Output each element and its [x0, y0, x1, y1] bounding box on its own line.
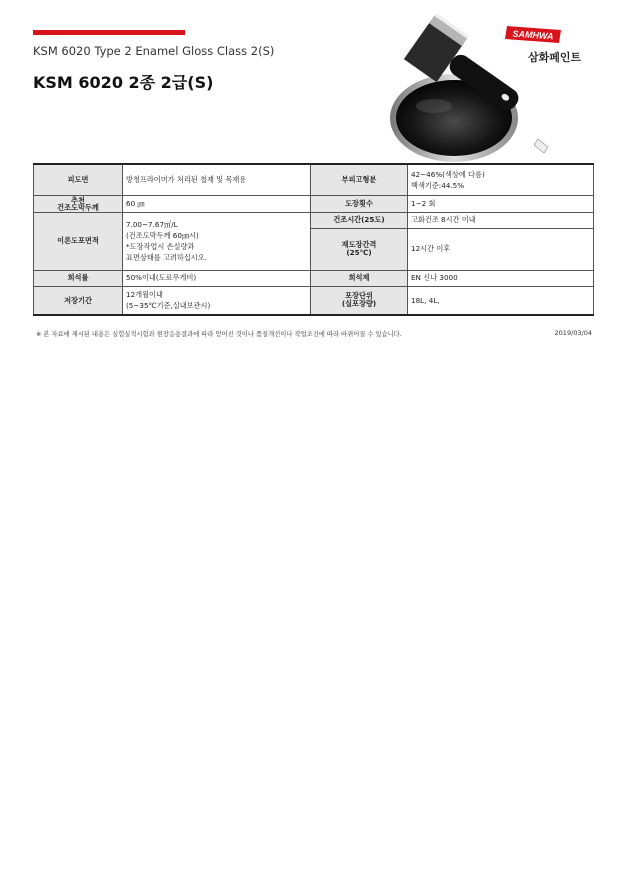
table-row: [34, 286, 594, 315]
table-row: [34, 270, 594, 286]
table-row: [34, 195, 594, 212]
dilution-value: 50%이내(도료무게비): [123, 270, 311, 286]
document-subtitle: KSM 6020 Type 2 Enamel Gloss Class 2(S): [33, 44, 275, 58]
dry-time-label: 건조시간(25도): [311, 212, 408, 228]
packing-label-line: (실포장량): [341, 299, 377, 309]
solids-value-line: 42~46%(색상에 다름): [411, 169, 485, 179]
storage-value-line: (5~35℃기준,실내보관시): [126, 301, 211, 311]
document-date: 2019/03/04: [554, 329, 592, 337]
storage-value-line: 12개월이내: [126, 290, 163, 300]
packing-label: [311, 286, 408, 315]
coverage-value-line: 7.00~7.67㎡/L: [126, 220, 178, 229]
disclaimer-note: ※ 본 자료에 제시된 내용은 실험실적시험과 현장응용결과에 따라 얻어진 것이나 품질개선이나 작업조건에 따라 바뀌어질 수 있습니다.: [36, 331, 402, 338]
recoat-label-line: (25℃): [346, 248, 372, 257]
storage-label: 저장기간: [34, 286, 123, 315]
coverage-value-line: 표면상태를 고려하십시오.: [126, 253, 207, 262]
coverage-value: [123, 212, 311, 270]
dry-time-value: 고화건조 8시간 이내: [408, 212, 594, 228]
coats-value: 1~2 회: [408, 195, 594, 212]
thinner-value: EN 신나 3000: [408, 270, 594, 286]
logo-text: SAMHWA: [512, 28, 554, 42]
substrate-label: 피도면: [34, 164, 123, 195]
table-row: [34, 212, 594, 228]
packing-label-line: 포장단위: [345, 291, 373, 301]
solids-label: 부피고형분: [311, 164, 408, 195]
substrate-value: 방청프라이머가 처리된 철재 및 목재용: [123, 164, 311, 195]
spec-table: [33, 163, 594, 316]
packing-value: 18L, 4L,: [408, 286, 594, 315]
table-row: [34, 164, 594, 195]
coverage-label: 이론도포면적: [34, 212, 123, 270]
coverage-value-line: (건조도막두께 60㎛시): [126, 231, 199, 240]
recoat-value: 12시간 이후: [408, 228, 594, 270]
coverage-value-line: *도장작업시 손실량과: [126, 242, 195, 251]
film-thickness-label-line: 추천: [71, 195, 85, 205]
solids-value-line: 백색기준:44.5%: [411, 180, 465, 190]
film-thickness-value: 60 ㎛: [123, 195, 311, 212]
storage-value: [123, 286, 311, 315]
film-thickness-label: [34, 195, 123, 212]
header-accent-bar: [33, 30, 185, 35]
coats-label: 도장횟수: [311, 195, 408, 212]
recoat-label-line: 재도장간격: [341, 240, 377, 249]
solids-value: [408, 164, 594, 195]
dilution-label: 희석률: [34, 270, 123, 286]
samhwa-logo: [503, 24, 563, 44]
recoat-label: [311, 228, 408, 270]
film-thickness-label-line: 건조도막두께: [57, 202, 99, 212]
document-title: KSM 6020 2종 2급(S): [33, 73, 214, 92]
brand-korean-name: 삼화페인트: [528, 51, 582, 64]
thinner-label: 희석제: [311, 270, 408, 286]
